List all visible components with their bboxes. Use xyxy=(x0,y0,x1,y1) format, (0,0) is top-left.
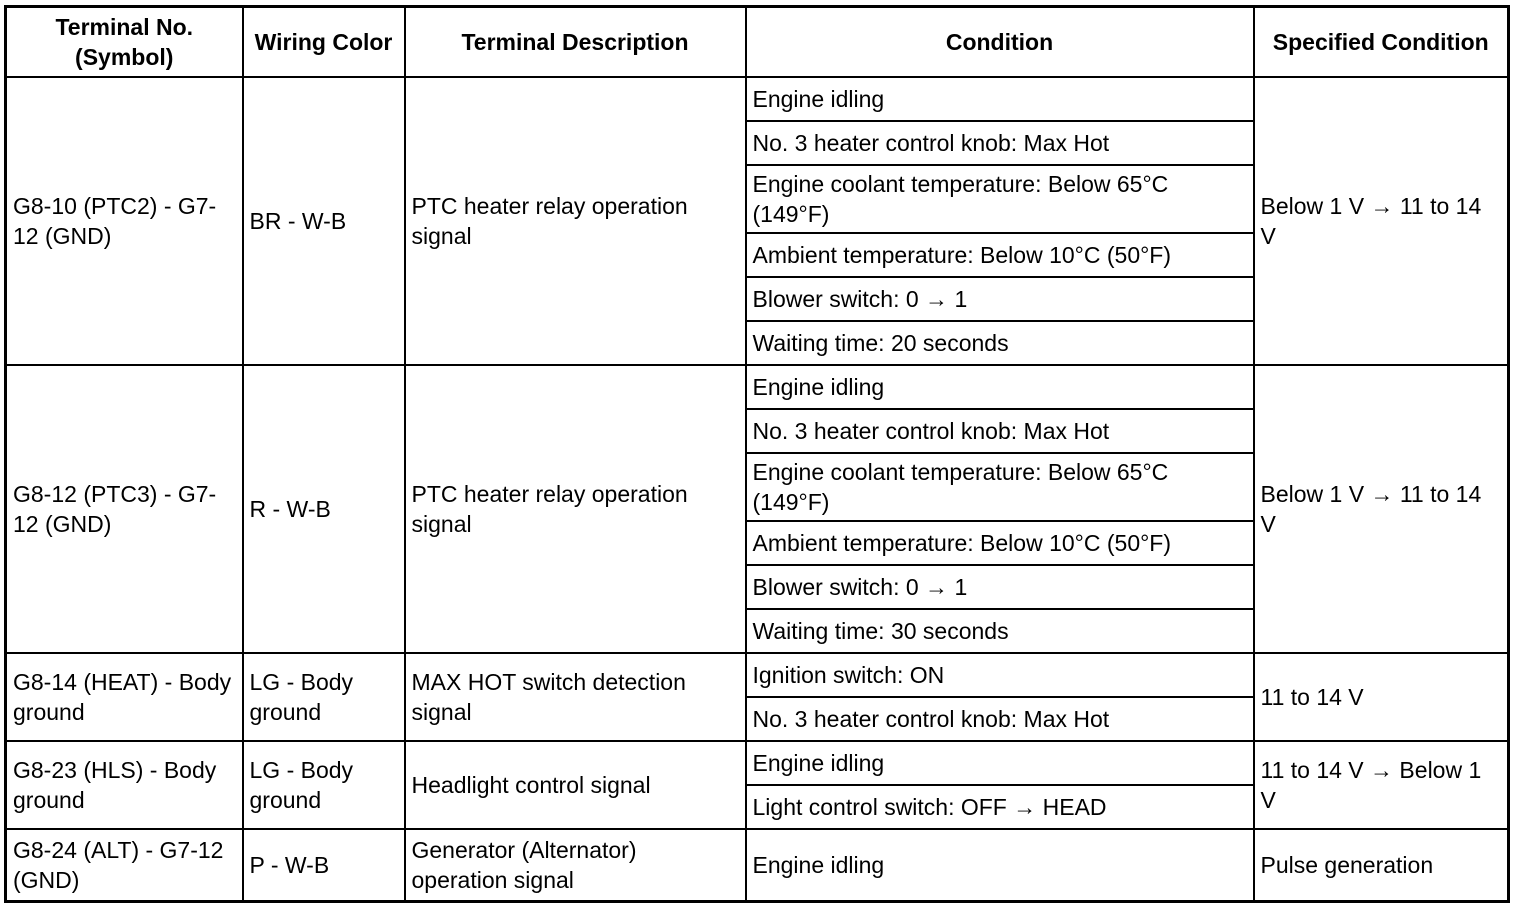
wiring-color-cell: R - W-B xyxy=(243,365,405,653)
wiring-color-cell: P - W-B xyxy=(243,829,405,902)
table-row xyxy=(6,365,1509,409)
terminal-spec-table xyxy=(4,5,1510,903)
specified-condition-cell: Below 1 V → 11 to 14 V xyxy=(1254,365,1509,653)
condition-cell: Engine coolant temperature: Below 65°C (149°F) xyxy=(746,453,1254,521)
condition-cell: Engine idling xyxy=(746,365,1254,409)
specified-condition-cell: Pulse generation xyxy=(1254,829,1509,902)
table-row xyxy=(6,829,1509,902)
condition-cell: Engine idling xyxy=(746,741,1254,785)
description-cell: PTC heater relay operation signal xyxy=(405,77,746,365)
specified-condition-cell: 11 to 14 V xyxy=(1254,653,1509,741)
condition-cell: No. 3 heater control knob: Max Hot xyxy=(746,121,1254,165)
description-cell: Headlight control signal xyxy=(405,741,746,829)
header-row xyxy=(6,7,1509,78)
header-condition: Condition xyxy=(746,7,1254,78)
specified-condition-cell: Below 1 V → 11 to 14 V xyxy=(1254,77,1509,365)
description-cell: MAX HOT switch detection signal xyxy=(405,653,746,741)
condition-cell: No. 3 heater control knob: Max Hot xyxy=(746,409,1254,453)
table-row xyxy=(6,741,1509,785)
terminal-cell: G8-14 (HEAT) - Body ground xyxy=(6,653,243,741)
specified-condition-cell: 11 to 14 V → Below 1 V xyxy=(1254,741,1509,829)
header-terminal-description: Terminal Description xyxy=(405,7,746,78)
description-cell: PTC heater relay operation signal xyxy=(405,365,746,653)
table-row xyxy=(6,77,1509,121)
condition-cell: Engine idling xyxy=(746,77,1254,121)
terminal-cell: G8-12 (PTC3) - G7-12 (GND) xyxy=(6,365,243,653)
condition-cell: Ignition switch: ON xyxy=(746,653,1254,697)
terminal-cell: G8-10 (PTC2) - G7-12 (GND) xyxy=(6,77,243,365)
terminal-cell: G8-23 (HLS) - Body ground xyxy=(6,741,243,829)
condition-cell: Engine coolant temperature: Below 65°C (149°F) xyxy=(746,165,1254,233)
condition-cell: Waiting time: 20 seconds xyxy=(746,321,1254,365)
header-terminal: Terminal No. (Symbol) xyxy=(6,7,243,78)
condition-cell: Engine idling xyxy=(746,829,1254,902)
condition-cell: No. 3 heater control knob: Max Hot xyxy=(746,697,1254,741)
header-specified-condition: Specified Condition xyxy=(1254,7,1509,78)
wiring-color-cell: BR - W-B xyxy=(243,77,405,365)
header-wiring-color: Wiring Color xyxy=(243,7,405,78)
condition-cell: Light control switch: OFF → HEAD xyxy=(746,785,1254,829)
condition-cell: Ambient temperature: Below 10°C (50°F) xyxy=(746,233,1254,277)
condition-cell: Blower switch: 0 → 1 xyxy=(746,277,1254,321)
terminal-cell: G8-24 (ALT) - G7-12 (GND) xyxy=(6,829,243,902)
wiring-color-cell: LG - Body ground xyxy=(243,741,405,829)
condition-cell: Blower switch: 0 → 1 xyxy=(746,565,1254,609)
table-row xyxy=(6,653,1509,697)
condition-cell: Waiting time: 30 seconds xyxy=(746,609,1254,653)
description-cell: Generator (Alternator) operation signal xyxy=(405,829,746,902)
wiring-color-cell: LG - Body ground xyxy=(243,653,405,741)
condition-cell: Ambient temperature: Below 10°C (50°F) xyxy=(746,521,1254,565)
